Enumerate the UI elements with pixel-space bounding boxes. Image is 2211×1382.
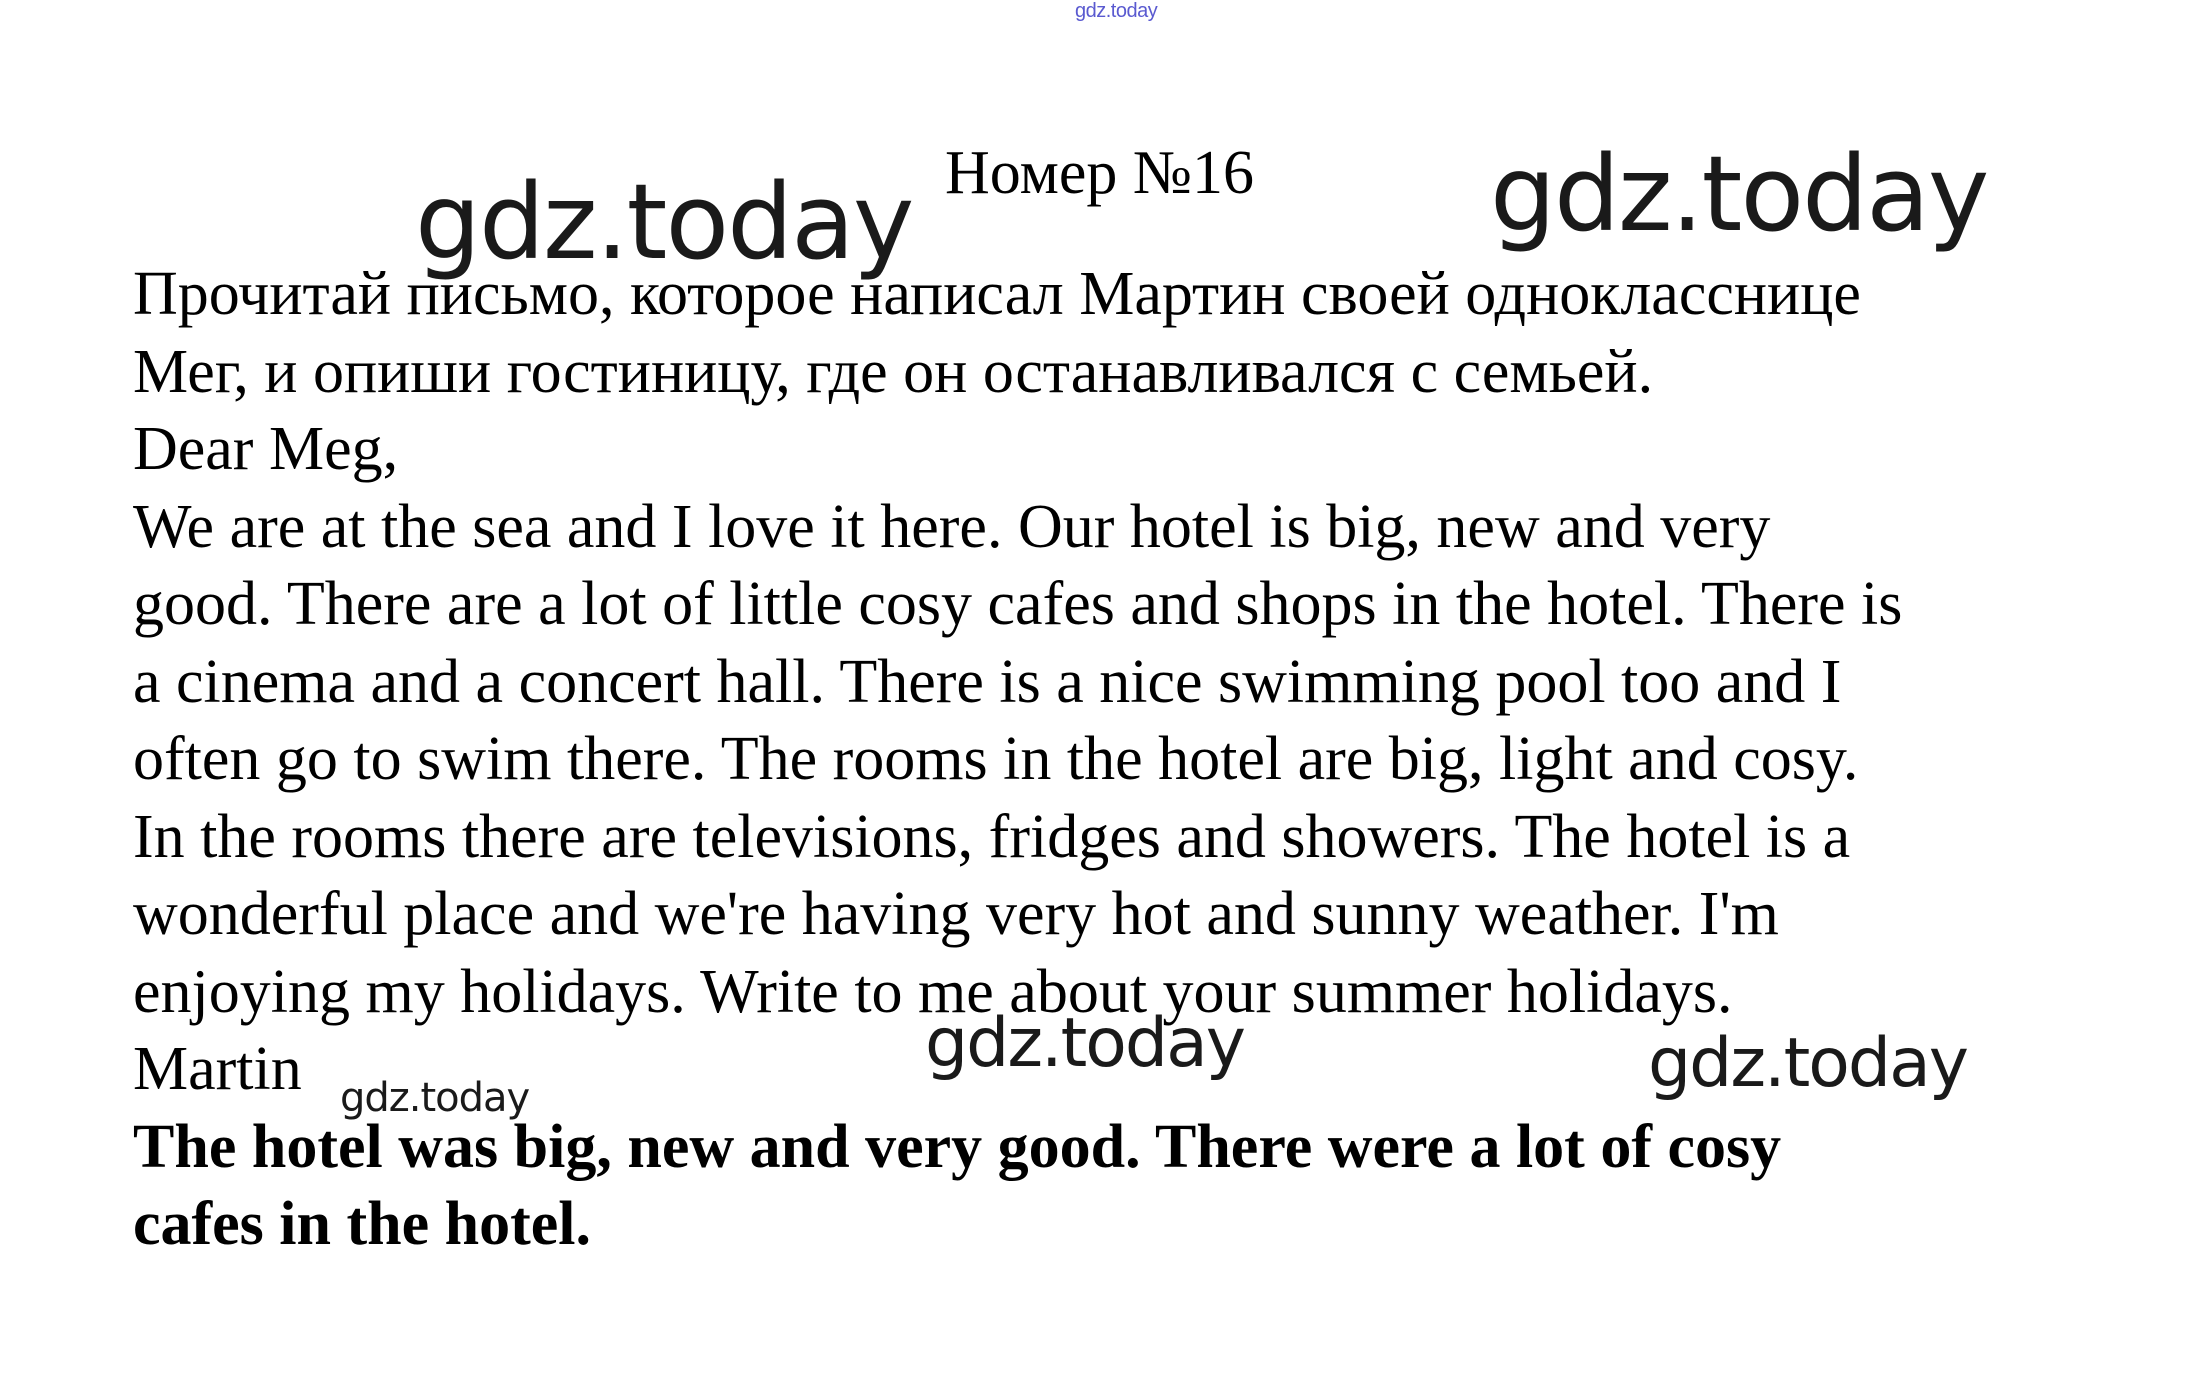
letter-line: a cinema and a concert hall. There is a nice swimming pool too and I [133, 647, 1842, 716]
letter-line: We are at the sea and I love it here. Our hotel is big, new and very [133, 492, 1771, 561]
page-title: Номер №16 [945, 139, 1255, 207]
letter-line: wonderful place and we're having very hot and sunny weather. I'm [133, 880, 1779, 948]
watermark: gdz.today [925, 1004, 1244, 1083]
task-line: Прочитай письмо, которое написал Мартин своей однокласснице [133, 260, 1861, 328]
letter-line: enjoying my holidays. Write to me about your summer holidays. [133, 957, 1733, 1026]
letter-line: In the rooms there are televisions, fridges and showers. The hotel is a [133, 802, 1851, 871]
site-mark: gdz.today [1075, 0, 1158, 22]
letter-line: often go to swim there. The rooms in the hotel are big, light and cosy. [133, 725, 1859, 793]
watermark: gdz.today [1490, 133, 1988, 255]
answer-line: The hotel was big, new and very good. There were a lot of cosy [133, 1112, 1782, 1181]
task-line: Мег, и опиши гостиницу, где он останавливался с семьей. [133, 337, 1654, 406]
answer-line: cafes in the hotel. [133, 1190, 592, 1258]
watermark: gdz.today [340, 1075, 530, 1121]
watermark: gdz.today [415, 161, 913, 283]
watermark: gdz.today [1648, 1024, 1967, 1103]
letter-signature: Martin [133, 1035, 302, 1103]
letter-greeting: Dear Meg, [133, 415, 399, 483]
letter-line: good. There are a lot of little cosy cafes and shops in the hotel. There is [133, 570, 1903, 638]
